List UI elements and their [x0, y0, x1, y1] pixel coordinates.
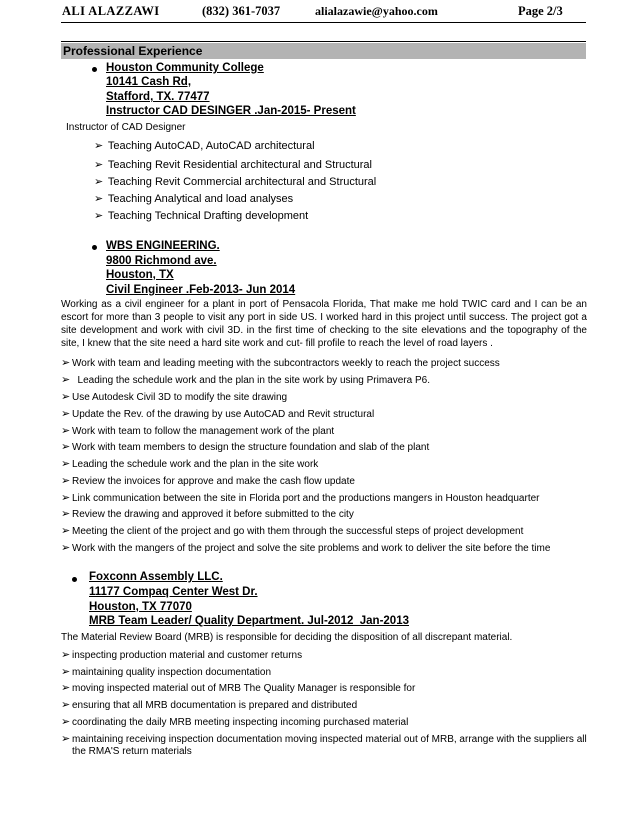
arrow-bullet-icon: ➢ [61, 716, 71, 728]
job1-employer: Houston Community College [106, 62, 264, 74]
arrow-bullet-icon: ➢ [61, 441, 71, 453]
job1-intro: Instructor of CAD Designer [66, 122, 186, 133]
job3-employer: Foxconn Assembly LLC. [89, 571, 223, 583]
arrow-bullet-icon: ➢ [61, 391, 71, 403]
arrow-bullet-icon: ➢ [61, 666, 71, 678]
job1-item: ➢ Teaching Analytical and load analyses [94, 193, 294, 205]
arrow-bullet-icon: ➢ [61, 492, 71, 504]
job1-item: ➢ Teaching Technical Drafting development [94, 210, 309, 222]
job2-item: ➢ Use Autodesk Civil 3D to modify the site drawing [61, 391, 288, 403]
job1-address2: Stafford, TX. 77477 [106, 91, 210, 103]
header-email: alialazawie@yahoo.com [315, 4, 438, 18]
job2-item: ➢ Work with team to follow the management work of the plant [61, 425, 335, 437]
header-phone: (832) 361-7037 [202, 4, 281, 18]
header-rule-bottom [61, 41, 586, 42]
job1-item: ➢ Teaching AutoCAD, AutoCAD architectural [94, 140, 315, 152]
job3-item: ➢ ensuring that all MRB documentation is prepared and distributed [61, 699, 358, 711]
arrow-bullet-icon: ➢ [94, 193, 104, 205]
bullet-icon [72, 577, 77, 582]
job1-title: Instructor CAD DESINGER .Jan-2015- Present [106, 105, 356, 117]
job1-address1: 10141 Cash Rd, [106, 76, 192, 88]
job1-item: ➢ Teaching Revit Residential architectural and Structural [94, 159, 372, 171]
arrow-bullet-icon: ➢ [61, 525, 71, 537]
arrow-bullet-icon: ➢ [61, 458, 71, 470]
job2-item: ➢ Link communication between the site in Florida port and the productions mangers in Houston headquarter [61, 492, 540, 504]
job3-item: ➢ inspecting production material and customer returns [61, 649, 303, 661]
job2-item: ➢ Review the drawing and approved it before submitted to the city [61, 508, 354, 520]
job3-address2: Houston, TX 77070 [89, 601, 192, 613]
page-header [62, 4, 582, 22]
job3-intro: The Material Review Board (MRB) is responsible for deciding the disposition of all discrepant material. [61, 632, 513, 643]
job3-item: ➢ maintaining receiving inspection documentation moving inspected material out of MRB, arrange with the suppliers all the RMA'S return materials [61, 733, 587, 757]
job2-item: ➢ Leading the schedule work and the plan in the site work [61, 458, 319, 470]
arrow-bullet-icon: ➢ [61, 475, 71, 487]
arrow-bullet-icon: ➢ [61, 542, 71, 554]
job2-address1: 9800 Richmond ave. [106, 255, 217, 267]
bullet-icon [92, 67, 97, 72]
job2-item: ➢ Update the Rev. of the drawing by use AutoCAD and Revit structural [61, 408, 375, 420]
arrow-bullet-icon: ➢ [61, 408, 71, 420]
job2-intro: Working as a civil engineer for a plant in port of Pensacola Florida, That make me hold TWIC card and I can be an escort for more than 3 people to visit any port in side US. I worked hard in this project until success. The project got a site development and work with civil 3D. in the first time of checking to the site elevations and the topography of the site, I knew that the site need a hard site work and cut- fill profile to reach the level of road layers . [61, 299, 587, 349]
arrow-bullet-icon: ➢ [94, 140, 104, 152]
header-name: ALI ALAZZAWI [62, 4, 160, 18]
job3-item: ➢ coordinating the daily MRB meeting inspecting incoming purchased material [61, 716, 409, 728]
header-page-number: Page 2/3 [518, 4, 563, 18]
arrow-bullet-icon: ➢ [94, 159, 104, 171]
job1-item: ➢ Teaching Revit Commercial architectural and Structural [94, 176, 377, 188]
arrow-bullet-icon: ➢ [94, 210, 104, 222]
job2-employer: WBS ENGINEERING. [106, 240, 220, 252]
job3-address1: 11177 Compaq Center West Dr. [89, 586, 258, 598]
job2-item: ➢ Leading the schedule work and the plan in the site work by using Primavera P6. [61, 374, 430, 386]
job2-item: ➢ Work with the mangers of the project and solve the site problems and work to deliver the site before the time [61, 542, 551, 554]
arrow-bullet-icon: ➢ [61, 699, 71, 711]
arrow-bullet-icon: ➢ [61, 649, 71, 661]
job3-item: ➢ moving inspected material out of MRB The Quality Manager is responsible for [61, 682, 416, 694]
arrow-bullet-icon: ➢ [61, 682, 71, 694]
header-rule-top [61, 22, 586, 23]
arrow-bullet-icon: ➢ [61, 425, 71, 437]
job2-item: ➢ Review the invoices for approve and make the cash flow update [61, 475, 355, 487]
section-title: Professional Experience [61, 43, 586, 59]
bullet-icon [92, 245, 97, 250]
job2-title: Civil Engineer .Feb-2013- Jun 2014 [106, 284, 296, 296]
job2-address2: Houston, TX [106, 269, 174, 281]
arrow-bullet-icon: ➢ [61, 508, 71, 520]
job2-item: ➢ Work with team members to design the structure foundation and slab of the plant [61, 441, 430, 453]
job2-item: ➢ Work with team and leading meeting with the subcontractors weekly to reach the project success [61, 357, 500, 369]
arrow-bullet-icon: ➢ [61, 357, 71, 369]
arrow-bullet-icon: ➢ [61, 374, 71, 386]
job3-item: ➢ maintaining quality inspection documentation [61, 666, 272, 678]
arrow-bullet-icon: ➢ [94, 176, 104, 188]
arrow-bullet-icon: ➢ [61, 733, 71, 745]
job2-item: ➢ Meeting the client of the project and go with them through the successful steps of project development [61, 525, 524, 537]
job3-title: MRB Team Leader/ Quality Department. Jul-2012_Jan-2013 [89, 615, 409, 627]
